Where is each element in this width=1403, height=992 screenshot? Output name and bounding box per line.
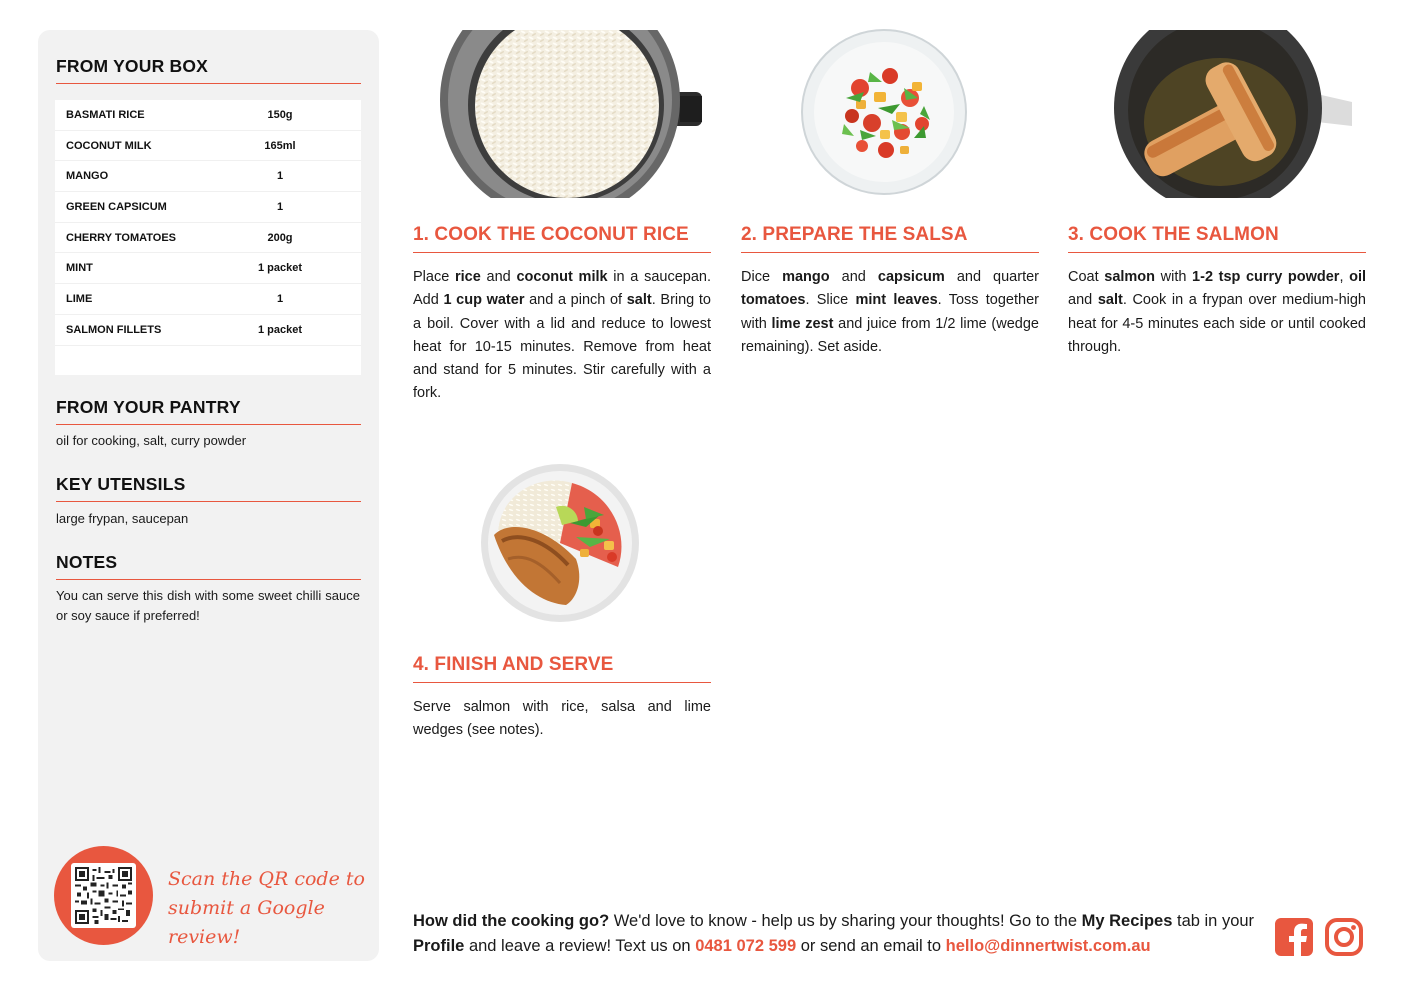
from-your-pantry-title: FROM YOUR PANTRY <box>56 397 361 425</box>
step-text: and <box>480 269 517 285</box>
table-row <box>55 315 361 346</box>
pantry-text: oil for cooking, salt, curry powder <box>56 433 247 448</box>
step-3-title: 3. COOK THE SALMON <box>1068 224 1366 253</box>
from-your-box-title: FROM YOUR BOX <box>56 56 361 84</box>
step-text: Place <box>413 269 455 285</box>
step-text: and <box>829 269 878 285</box>
step-text: . Slice <box>805 292 856 309</box>
step-4-body <box>413 696 711 743</box>
step-text: . Cook in a frypan over medium-high heat for 4-5 minutes each side or until cooked through. <box>1068 292 1366 355</box>
step-ingredient: lime zest <box>771 315 834 332</box>
step-text: and juice from 1/2 lime (wedge remaining). Set aside. <box>741 315 1039 355</box>
ingredient-qty: 1 <box>276 292 284 305</box>
ingredient-name: MINT <box>66 262 93 275</box>
step-1-title: 1. COOK THE COCONUT RICE <box>413 224 711 253</box>
ingredient-name: GREEN CAPSICUM <box>66 200 167 213</box>
notes-title: NOTES <box>56 552 361 580</box>
step-ingredient: capsicum <box>877 269 945 285</box>
ingredient-name: SALMON FILLETS <box>66 323 162 336</box>
key-utensils-title: KEY UTENSILS <box>56 474 361 502</box>
step-1-body <box>413 266 711 406</box>
profile-label: Profile <box>413 937 465 955</box>
ingredient-qty: 150g <box>267 108 293 121</box>
ingredient-name: BASMATI RICE <box>66 108 145 121</box>
email-link[interactable]: hello@dinnertwist.com.au <box>945 937 1151 955</box>
step-ingredient: coconut milk <box>516 269 608 285</box>
step-text: in a saucepan. Add <box>413 269 711 309</box>
ingredient-qty: 1 <box>276 200 284 213</box>
ingredients-sidebar <box>38 30 379 961</box>
step-text: and quarter <box>944 269 1039 285</box>
instagram-icon[interactable] <box>1325 918 1363 956</box>
step-text: Coat <box>1068 269 1105 285</box>
step-text: and a pinch of <box>524 292 627 309</box>
ingredient-qty: 1 packet <box>257 262 303 275</box>
ingredient-name: CHERRY TOMATOES <box>66 231 177 244</box>
qr-caption-line: submit a Google review! <box>168 897 325 948</box>
step-text: . Bring to a boil. Cover with a lid and reduce to lowest heat for 10-15 minutes. Remove from heat and stand for 5 minutes. Stir carefully with a fork. <box>413 292 711 402</box>
table-row <box>55 192 361 223</box>
step-text: Serve salmon with rice, salsa and lime wedges (see notes). <box>413 699 711 739</box>
step-text: . Toss together with <box>741 292 1039 332</box>
salsa-bowl-image <box>800 28 968 196</box>
ingredient-name: COCONUT MILK <box>66 139 152 152</box>
step-ingredient: oil <box>1349 269 1367 285</box>
table-row <box>55 223 361 254</box>
table-row <box>55 100 361 131</box>
ingredient-qty: 1 <box>276 170 284 183</box>
step-ingredient: salt <box>1097 292 1123 309</box>
step-ingredient: mango <box>782 269 830 285</box>
my-recipes-label: My Recipes <box>1081 912 1173 930</box>
ingredient-qty: 200g <box>267 231 293 244</box>
step-ingredient: salmon <box>1104 269 1156 285</box>
step-text: with <box>1155 269 1193 285</box>
footer-text: and leave a review! Text us on <box>464 937 696 955</box>
ingredient-name: MANGO <box>66 170 109 183</box>
table-row <box>55 253 361 284</box>
footer-text: We'd love to know - help us by sharing your thoughts! Go to the <box>609 912 1082 930</box>
footer-text: or send an email to <box>796 937 946 955</box>
ingredient-qty: 1 packet <box>257 323 303 336</box>
footer-question: How did the cooking go? <box>413 912 610 930</box>
step-ingredient: mint leaves <box>855 292 938 309</box>
finished-dish-image <box>480 463 640 623</box>
step-ingredient: rice <box>455 269 481 285</box>
step-text: and <box>1068 292 1098 309</box>
review-footer <box>413 909 1263 959</box>
step-text: , <box>1339 269 1350 285</box>
step-ingredient: 1-2 tsp curry powder <box>1192 269 1340 285</box>
ingredients-table <box>55 100 361 375</box>
facebook-icon[interactable] <box>1275 918 1313 956</box>
footer-text: tab in your <box>1172 912 1255 930</box>
step-2-body <box>741 266 1039 359</box>
ingredient-name: LIME <box>66 292 93 305</box>
table-row <box>55 284 361 315</box>
step-ingredient: tomatoes <box>741 292 806 309</box>
step-text: Dice <box>741 269 783 285</box>
step-ingredient: salt <box>626 292 652 309</box>
table-row <box>55 161 361 192</box>
step-ingredient: 1 cup water <box>443 292 525 309</box>
step-4-title: 4. FINISH AND SERVE <box>413 654 711 683</box>
qr-caption-line: Scan the QR code to <box>168 868 365 890</box>
step-2-title: 2. PREPARE THE SALSA <box>741 224 1039 253</box>
notes-text: You can serve this dish with some sweet chilli sauce or soy sauce if preferred! <box>56 588 360 623</box>
step-3-body <box>1068 266 1366 359</box>
qr-code-icon <box>71 863 136 928</box>
qr-review-caption <box>168 865 368 952</box>
ingredient-qty: 165ml <box>264 139 296 152</box>
phone-link[interactable]: 0481 072 599 <box>695 937 797 955</box>
utensils-text: large frypan, saucepan <box>56 511 189 526</box>
table-row <box>55 131 361 162</box>
salmon-pan-image <box>1112 30 1360 198</box>
rice-pot-image <box>440 30 705 198</box>
qr-badge[interactable] <box>54 846 153 945</box>
